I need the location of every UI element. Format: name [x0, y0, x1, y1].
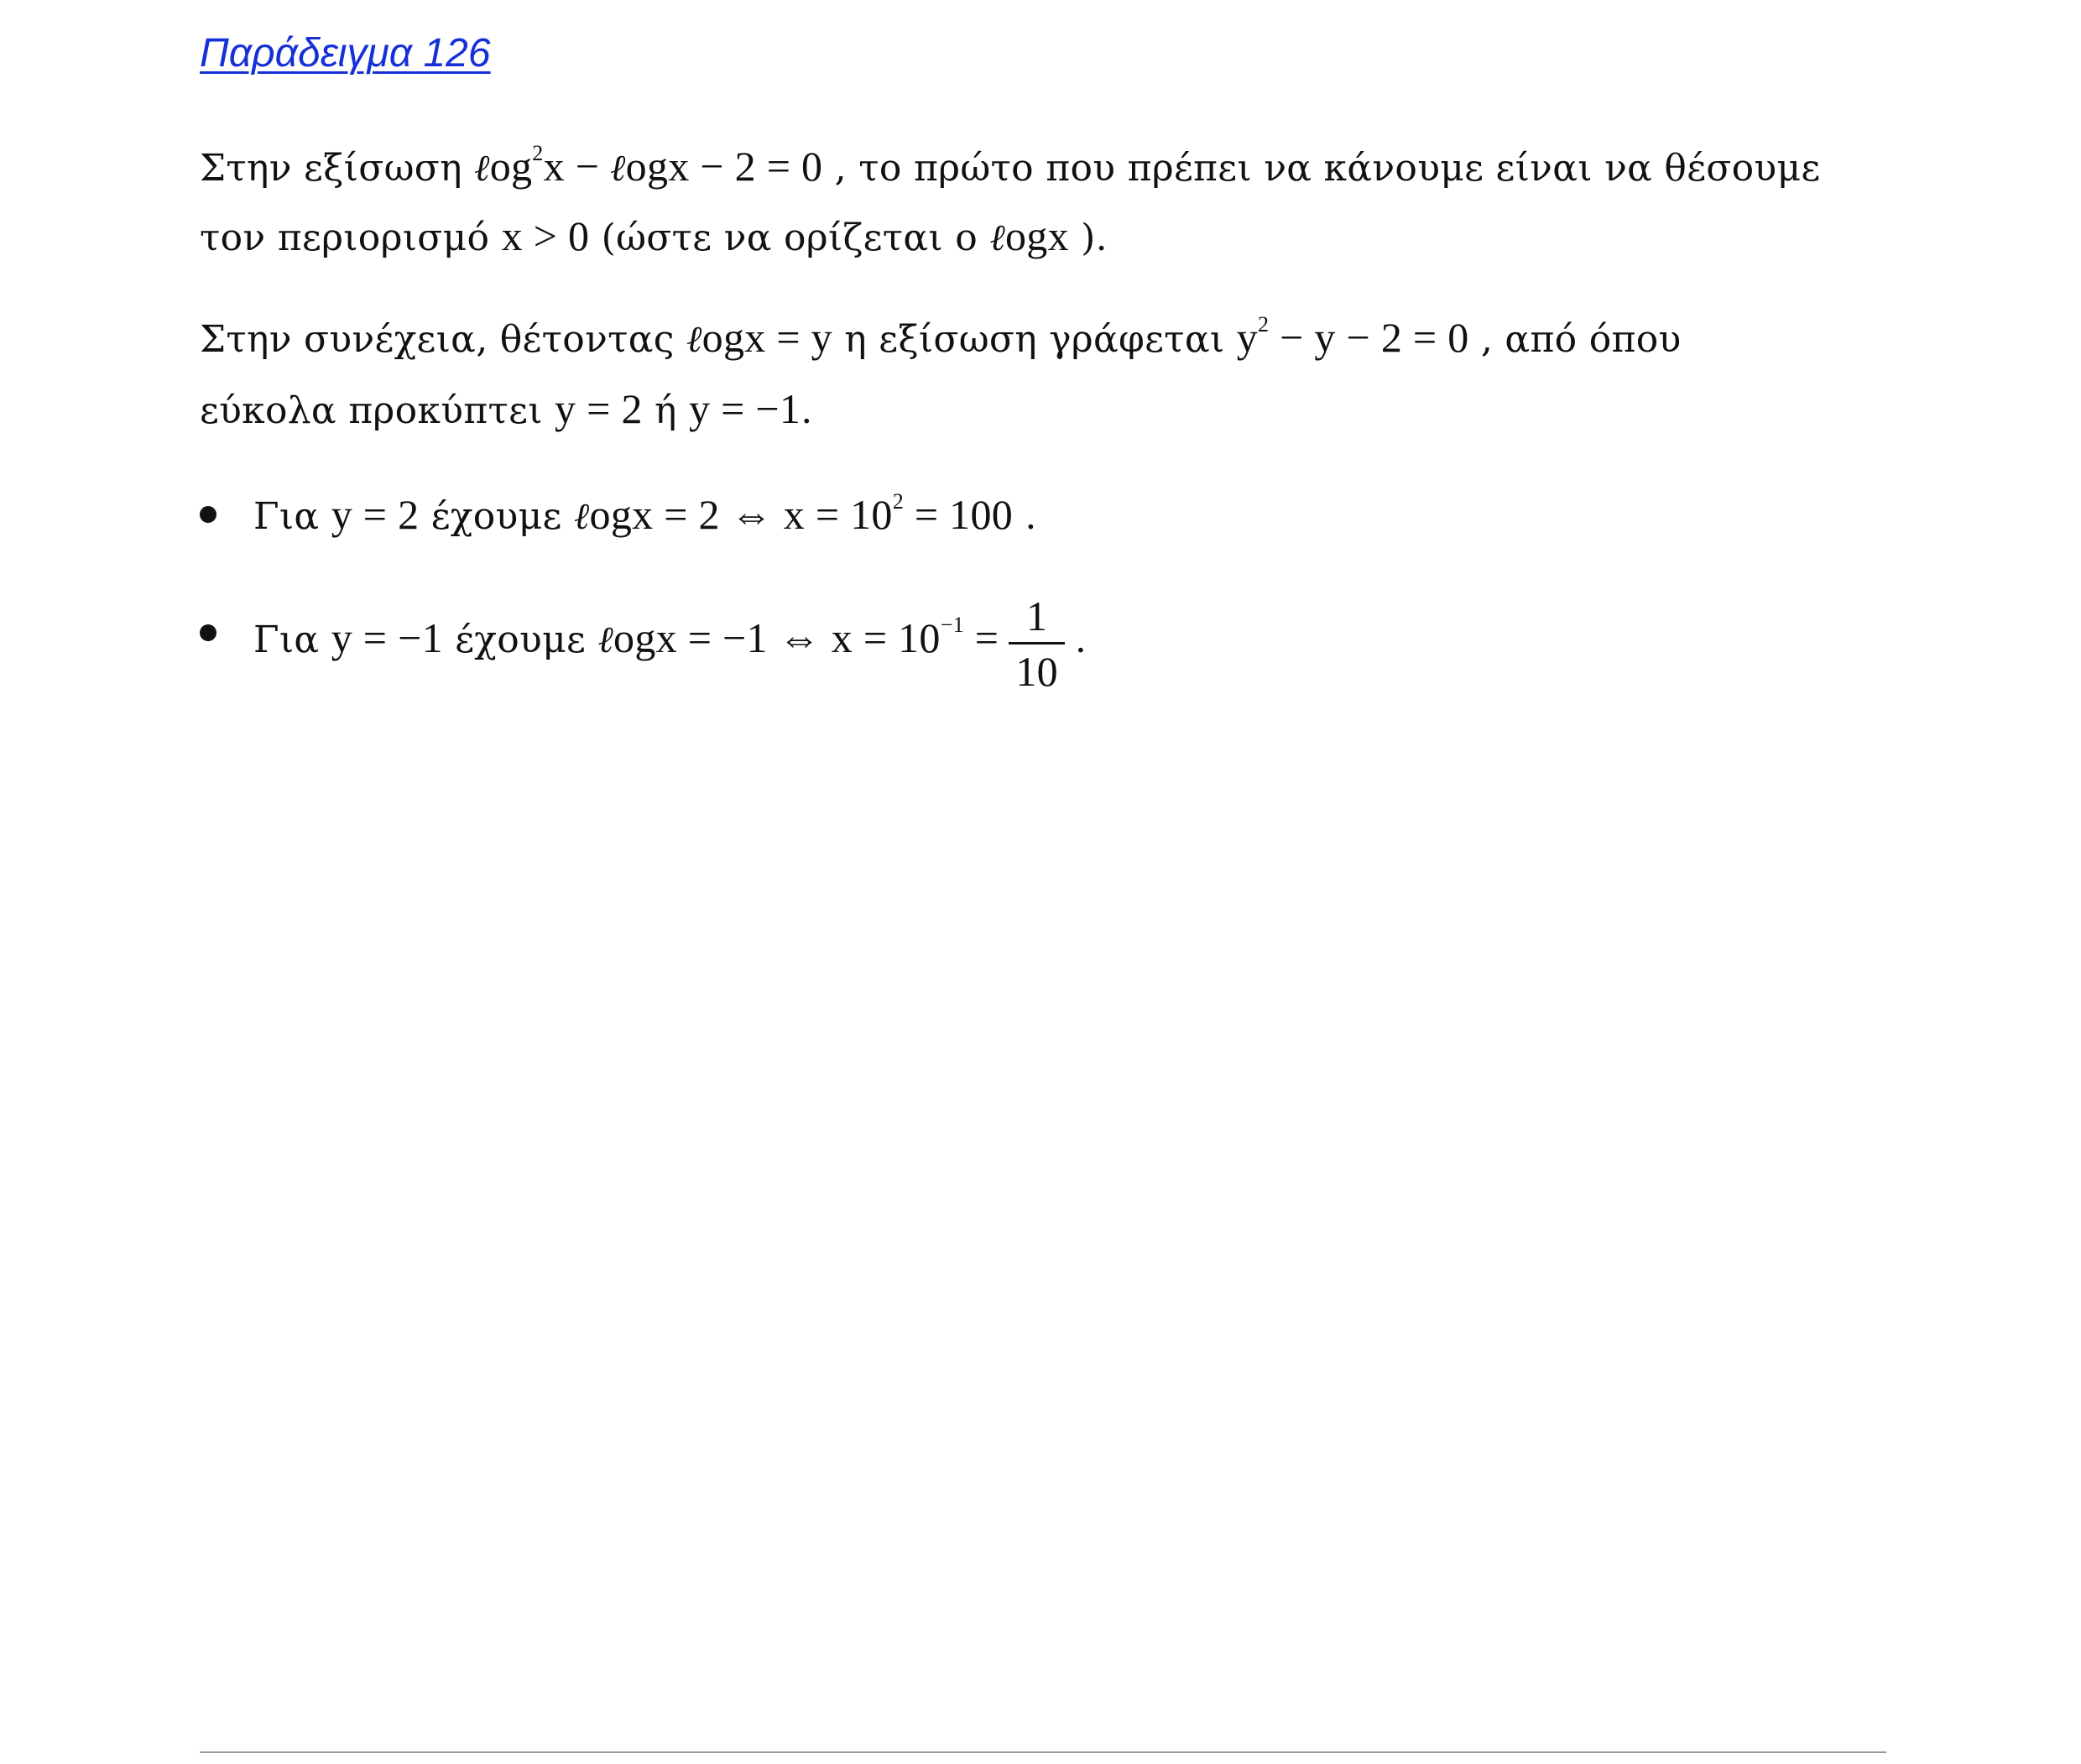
text-segment: Στην εξίσωση: [200, 147, 462, 190]
example-title-link[interactable]: Παράδειγμα 126: [200, 31, 491, 76]
text-segment: έχουμε: [430, 495, 562, 538]
text-segment: ή: [655, 389, 677, 432]
bullet-icon: [200, 624, 216, 641]
text-segment: Στην συνέχεια, θέτοντας: [200, 318, 675, 361]
footer-divider: [200, 1751, 1886, 1753]
paragraph-1-line-2: [200, 211, 1108, 264]
ell-symbol: ℓ: [686, 318, 702, 361]
log-expression: [989, 212, 1069, 259]
case-condition: y = −1: [331, 614, 443, 661]
fraction-denominator: 10: [1009, 642, 1065, 698]
text-segment: εύκολα προκύπτει: [200, 389, 543, 432]
text-segment: τον περιορισμό: [200, 217, 490, 259]
math-text: ogx − 2 = 0: [625, 143, 823, 190]
fraction: [1009, 590, 1065, 698]
text-segment: Για: [253, 618, 320, 661]
text-segment: ).: [1081, 217, 1108, 259]
ell-symbol: ℓ: [597, 618, 614, 661]
solution-1: y = 2: [555, 385, 643, 432]
math-text: ogx = y: [701, 314, 832, 361]
solution-2: y = −1: [689, 385, 801, 432]
text-segment: η εξίσωση γράφεται: [844, 318, 1225, 361]
text-segment: .: [801, 389, 813, 432]
ell-symbol: ℓ: [573, 495, 590, 538]
text-segment: έχουμε: [455, 618, 587, 661]
substitution: [686, 314, 832, 361]
math-text: − y − 2 = 0: [1269, 314, 1469, 361]
text-segment: , το πρώτο που πρέπει να κάνουμε είναι να θέσουμε: [834, 147, 1821, 190]
superscript: 2: [532, 141, 544, 165]
domain-constraint: x > 0: [501, 212, 590, 259]
text-segment: (ώστε να ορίζεται ο: [601, 217, 978, 259]
math-text: = 100: [904, 491, 1014, 538]
superscript: 2: [1258, 312, 1270, 337]
math-text: og: [489, 143, 533, 190]
ell-symbol: ℓ: [474, 147, 490, 190]
log-equation: [474, 143, 822, 190]
bullet-icon: [200, 506, 216, 523]
math-text: y: [1236, 314, 1259, 361]
paragraph-1-line-1: [200, 141, 1820, 194]
superscript: 2: [892, 489, 905, 514]
ell-symbol: ℓ: [989, 217, 1005, 259]
text-segment: Για: [253, 495, 320, 538]
bullet-item-2: [253, 579, 1087, 699]
text-segment: , από όπου: [1480, 318, 1682, 361]
math-text: ogx: [1004, 212, 1069, 259]
paragraph-2-line-1: [200, 312, 1682, 365]
math-text: =: [964, 614, 999, 661]
ell-symbol: ℓ: [610, 147, 626, 190]
math-text: ogx = 2 ⇔ x = 10: [589, 491, 893, 538]
case-result: [574, 491, 1013, 538]
case-result: [597, 614, 999, 661]
paragraph-2-line-2: [200, 384, 813, 436]
fraction-numerator: 1: [1025, 592, 1048, 639]
text-segment: .: [1074, 618, 1087, 661]
document-page: [200, 0, 1886, 1764]
text-segment: .: [1025, 495, 1037, 538]
math-text: x −: [543, 143, 611, 190]
quadratic-equation: [1237, 314, 1469, 361]
superscript: −1: [940, 613, 964, 637]
math-text: ogx = −1 ⇔ x = 10: [613, 614, 941, 661]
bullet-item-1: [253, 489, 1037, 542]
case-condition: y = 2: [331, 491, 420, 538]
